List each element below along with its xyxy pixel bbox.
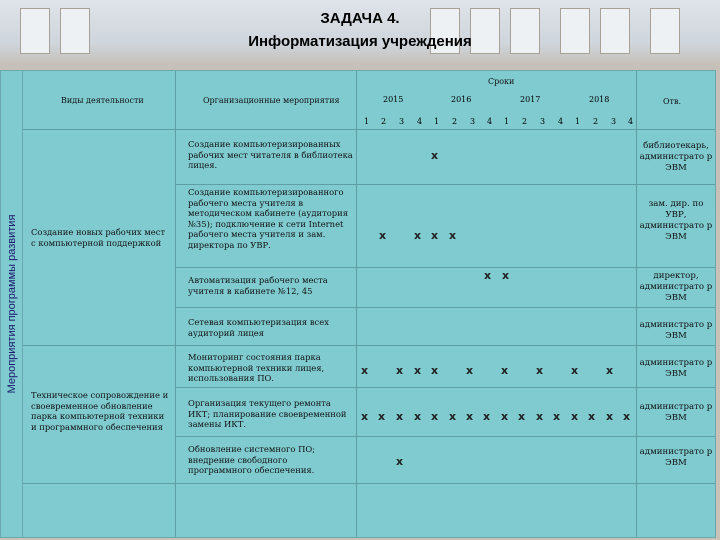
quarter-label: 4	[628, 117, 634, 126]
divider	[175, 267, 715, 268]
quarter-label: 3	[540, 117, 546, 126]
schedule-mark: x	[361, 410, 369, 423]
divider	[23, 483, 715, 484]
divider	[23, 345, 715, 346]
quarter-label: 1	[434, 117, 440, 126]
schedule-mark: x	[396, 410, 404, 423]
divider	[356, 71, 357, 537]
header-terms: Сроки	[488, 77, 515, 86]
schedule-mark: x	[431, 229, 439, 242]
schedule-mark: x	[378, 410, 386, 423]
slide-title: ЗАДАЧА 4.	[320, 10, 400, 27]
header-responsible: Отв.	[663, 97, 682, 106]
measure-row-4: Сетевая компьютеризация всех аудиторий лицея	[188, 317, 329, 338]
plan-table	[22, 70, 716, 538]
measure-row-2: Создание компьютеризированного рабочего места учителя в методическом кабинете (аудитория №35); подключение к сети Internet рабочего места учителя и зам. директора по УВР.	[188, 187, 348, 250]
schedule-mark: x	[518, 410, 526, 423]
side-label-panel	[0, 70, 24, 538]
schedule-mark: x	[571, 364, 579, 377]
schedule-mark: x	[501, 364, 509, 377]
schedule-mark: x	[449, 410, 457, 423]
schedule-mark: x	[571, 410, 579, 423]
divider	[175, 387, 715, 388]
quarter-label: 1	[364, 117, 370, 126]
activity-tech-support: Техническое сопровождение и своевременное обновление парка компьютерной техники и программного обеспечения	[31, 390, 169, 432]
schedule-mark: x	[449, 229, 457, 242]
schedule-mark: x	[379, 229, 387, 242]
measure-row-1: Создание компьютеризированных рабочих мест читателя в библиотека лицея.	[188, 139, 353, 171]
quarter-label: 3	[470, 117, 476, 126]
divider	[175, 436, 715, 437]
divider	[175, 307, 715, 308]
schedule-mark: x	[588, 410, 596, 423]
year-2015: 2015	[383, 95, 404, 104]
quarter-label: 2	[381, 117, 387, 126]
measure-row-5: Мониторинг состояния парка компьютерной техники лицея, использования ПО.	[188, 352, 325, 384]
responsible-row-2: зам. дир. по УВР, администрато р ЭВМ	[639, 199, 713, 242]
schedule-mark: x	[553, 410, 561, 423]
year-2018: 2018	[589, 95, 610, 104]
slide-subtitle: Информатизация учреждения	[248, 33, 472, 50]
header-measures: Организационные мероприятия	[203, 96, 340, 105]
quarter-label: 4	[417, 117, 423, 126]
schedule-mark: x	[431, 149, 439, 162]
schedule-mark: x	[536, 364, 544, 377]
quarter-label: 2	[593, 117, 599, 126]
schedule-mark: x	[536, 410, 544, 423]
responsible-row-5: администрато р ЭВМ	[639, 358, 713, 379]
schedule-mark: x	[466, 410, 474, 423]
divider	[23, 129, 715, 130]
responsible-row-7: администрато р ЭВМ	[639, 447, 713, 468]
schedule-mark: x	[431, 364, 439, 377]
schedule-mark: x	[502, 269, 510, 282]
schedule-mark: x	[414, 364, 422, 377]
divider	[175, 184, 715, 185]
schedule-mark: x	[483, 410, 491, 423]
schedule-mark: x	[361, 364, 369, 377]
quarter-label: 2	[522, 117, 528, 126]
schedule-mark: x	[606, 364, 614, 377]
measure-row-6: Организация текущего ремонта ИКТ; планирование своевременной замены ИКТ.	[188, 398, 347, 430]
quarter-label: 1	[504, 117, 510, 126]
year-2017: 2017	[520, 95, 541, 104]
schedule-mark: x	[501, 410, 509, 423]
year-2016: 2016	[451, 95, 472, 104]
responsible-row-4: администрато р ЭВМ	[639, 320, 713, 341]
schedule-mark: x	[431, 410, 439, 423]
schedule-mark: x	[484, 269, 492, 282]
schedule-mark: x	[623, 410, 631, 423]
quarter-label: 4	[558, 117, 564, 126]
quarter-label: 2	[452, 117, 458, 126]
header-activity: Виды деятельности	[61, 96, 144, 105]
quarter-label: 3	[611, 117, 617, 126]
quarter-label: 4	[487, 117, 493, 126]
activity-new-workplaces: Создание новых рабочих мест с компьютерной поддержкой	[31, 227, 166, 248]
quarter-label: 3	[399, 117, 405, 126]
schedule-mark: x	[396, 364, 404, 377]
measure-row-3: Автоматизация рабочего места учителя в кабинете №12, 45	[188, 275, 328, 296]
schedule-mark: x	[396, 455, 404, 468]
responsible-row-3: директор, администрато р ЭВМ	[639, 271, 713, 303]
schedule-mark: x	[414, 410, 422, 423]
schedule-mark: x	[606, 410, 614, 423]
measure-row-7: Обновление системного ПО; внедрение свободного программного обеспечения.	[188, 444, 316, 476]
divider	[175, 71, 176, 537]
divider	[636, 71, 637, 537]
schedule-mark: x	[466, 364, 474, 377]
schedule-mark: x	[414, 229, 422, 242]
quarter-label: 1	[575, 117, 581, 126]
responsible-row-6: администрато р ЭВМ	[639, 402, 713, 423]
side-label: Мероприятия программы развития	[6, 214, 18, 394]
responsible-row-1: библиотекарь, администрато р ЭВМ	[639, 141, 713, 173]
